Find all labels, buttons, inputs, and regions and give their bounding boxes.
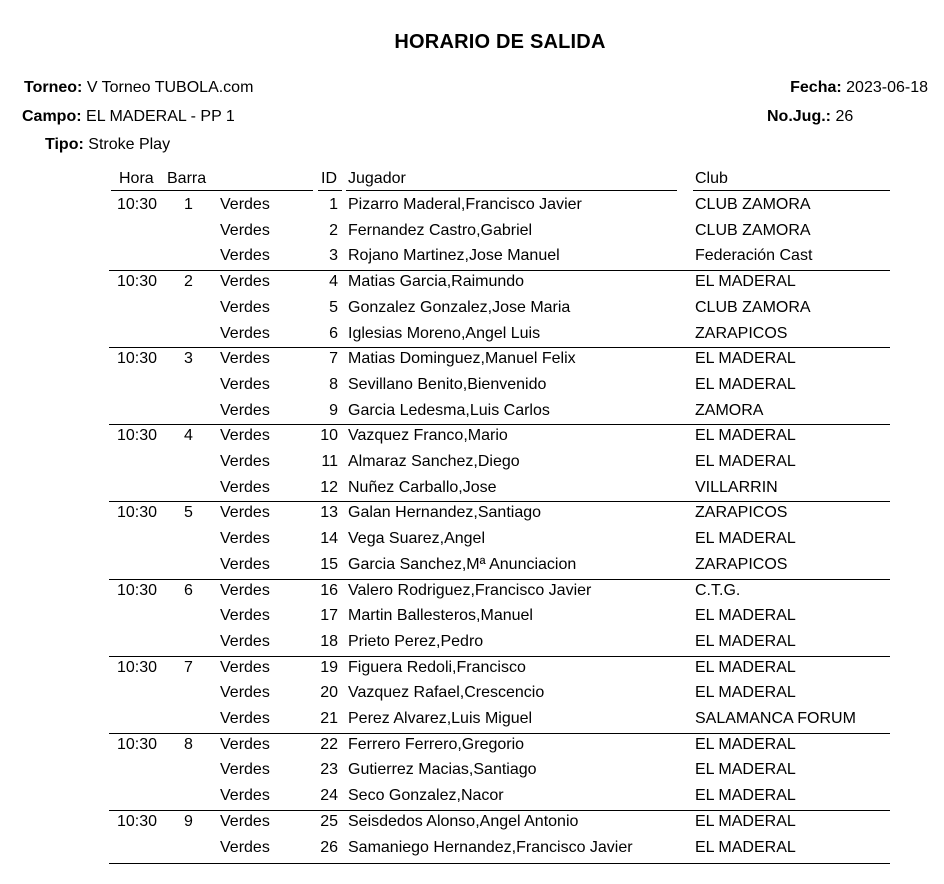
hora-cell: 10:30: [117, 736, 158, 753]
player-name-cell: Matias Dominguez,Manuel Felix: [348, 350, 576, 367]
id-cell: 15: [320, 556, 338, 573]
id-cell: 25: [320, 813, 338, 830]
tee-cell: Verdes: [220, 350, 270, 367]
id-cell: 2: [329, 222, 338, 239]
player-name-cell: Martin Ballesteros,Manuel: [348, 607, 533, 624]
tipo-label: Tipo:: [45, 136, 84, 153]
torneo-label: Torneo:: [24, 79, 83, 96]
nojug-label: No.Jug.:: [767, 108, 831, 125]
club-cell: EL MADERAL: [695, 453, 796, 470]
player-name-cell: Garcia Sanchez,Mª Anunciacion: [348, 556, 577, 573]
club-cell: Federación Cast: [695, 247, 813, 264]
player-name-cell: Gonzalez Gonzalez,Jose Maria: [348, 299, 571, 316]
header-underline-hora: [111, 190, 313, 191]
table-bottom-line: [109, 863, 890, 864]
player-name-cell: Matias Garcia,Raimundo: [348, 273, 525, 290]
id-cell: 19: [320, 659, 338, 676]
club-cell: EL MADERAL: [695, 376, 796, 393]
tee-cell: Verdes: [220, 633, 270, 650]
tee-cell: Verdes: [220, 504, 270, 521]
player-name-cell: Pizarro Maderal,Francisco Javier: [348, 196, 582, 213]
campo-row: [22, 108, 235, 126]
hora-cell: 10:30: [117, 504, 158, 521]
tee-cell: Verdes: [220, 427, 270, 444]
id-cell: 7: [329, 350, 338, 367]
column-header-hora: Hora: [119, 170, 154, 187]
hora-cell: 10:30: [117, 813, 158, 830]
tipo-value: Stroke Play: [88, 136, 171, 153]
column-header-barra: Barra: [167, 170, 207, 187]
tee-cell: Verdes: [220, 530, 270, 547]
fecha-row: [790, 79, 928, 97]
id-cell: 21: [320, 710, 338, 727]
barra-cell: 7: [184, 659, 193, 676]
id-cell: 4: [329, 273, 338, 290]
column-header-jugador: Jugador: [348, 170, 406, 187]
nojug-value: 26: [835, 108, 854, 125]
barra-cell: 8: [184, 736, 193, 753]
player-name-cell: Vega Suarez,Angel: [348, 530, 485, 547]
tee-cell: Verdes: [220, 479, 270, 496]
id-cell: 26: [320, 839, 338, 856]
player-name-cell: Garcia Ledesma,Luis Carlos: [348, 402, 550, 419]
player-name-cell: Valero Rodriguez,Francisco Javier: [348, 582, 592, 599]
id-cell: 6: [329, 325, 338, 342]
player-name-cell: Fernandez Castro,Gabriel: [348, 222, 533, 239]
player-name-cell: Vazquez Rafael,Crescencio: [348, 684, 545, 701]
id-cell: 10: [320, 427, 338, 444]
player-name-cell: Iglesias Moreno,Angel Luis: [348, 325, 541, 342]
barra-cell: 3: [184, 350, 193, 367]
player-name-cell: Seco Gonzalez,Nacor: [348, 787, 504, 804]
barra-cell: 9: [184, 813, 193, 830]
hora-cell: 10:30: [117, 196, 158, 213]
club-cell: ZARAPICOS: [695, 325, 788, 342]
club-cell: EL MADERAL: [695, 273, 796, 290]
tee-cell: Verdes: [220, 761, 270, 778]
hora-cell: 10:30: [117, 273, 158, 290]
id-cell: 5: [329, 299, 338, 316]
club-cell: EL MADERAL: [695, 427, 796, 444]
club-cell: ZAMORA: [695, 402, 764, 419]
column-header-id: ID: [321, 170, 337, 187]
id-cell: 14: [320, 530, 338, 547]
player-name-cell: Gutierrez Macias,Santiago: [348, 761, 537, 778]
barra-cell: 1: [184, 196, 193, 213]
header-underline-id: [318, 190, 342, 191]
tee-cell: Verdes: [220, 299, 270, 316]
tee-cell: Verdes: [220, 196, 270, 213]
player-name-cell: Almaraz Sanchez,Diego: [348, 453, 520, 470]
club-cell: EL MADERAL: [695, 633, 796, 650]
page-title: HORARIO DE SALIDA: [394, 31, 606, 53]
club-cell: EL MADERAL: [695, 659, 796, 676]
club-cell: ZARAPICOS: [695, 556, 788, 573]
column-header-club: Club: [695, 170, 728, 187]
id-cell: 20: [320, 684, 338, 701]
id-cell: 18: [320, 633, 338, 650]
club-cell: CLUB ZAMORA: [695, 299, 811, 316]
tee-cell: Verdes: [220, 787, 270, 804]
club-cell: EL MADERAL: [695, 736, 796, 753]
id-cell: 24: [320, 787, 338, 804]
nojug-row: [767, 108, 853, 126]
player-name-cell: Sevillano Benito,Bienvenido: [348, 376, 547, 393]
id-cell: 11: [321, 453, 338, 470]
barra-cell: 4: [184, 427, 193, 444]
tee-cell: Verdes: [220, 556, 270, 573]
tee-cell: Verdes: [220, 376, 270, 393]
club-cell: EL MADERAL: [695, 761, 796, 778]
club-cell: CLUB ZAMORA: [695, 222, 811, 239]
fecha-label: Fecha:: [790, 79, 842, 96]
player-name-cell: Rojano Martinez,Jose Manuel: [348, 247, 560, 264]
hora-cell: 10:30: [117, 659, 158, 676]
club-cell: EL MADERAL: [695, 684, 796, 701]
tee-cell: Verdes: [220, 247, 270, 264]
tee-cell: Verdes: [220, 402, 270, 419]
tee-cell: Verdes: [220, 325, 270, 342]
hora-cell: 10:30: [117, 350, 158, 367]
tee-cell: Verdes: [220, 659, 270, 676]
barra-cell: 6: [184, 582, 193, 599]
id-cell: 1: [329, 196, 338, 213]
id-cell: 9: [329, 402, 338, 419]
club-cell: C.T.G.: [695, 582, 741, 599]
player-name-cell: Figuera Redoli,Francisco: [348, 659, 526, 676]
tee-cell: Verdes: [220, 222, 270, 239]
tee-cell: Verdes: [220, 839, 270, 856]
torneo-row: [24, 79, 253, 97]
tee-cell: Verdes: [220, 607, 270, 624]
id-cell: 3: [329, 247, 338, 264]
hora-cell: 10:30: [117, 427, 158, 444]
club-cell: EL MADERAL: [695, 787, 796, 804]
id-cell: 8: [329, 376, 338, 393]
club-cell: EL MADERAL: [695, 607, 796, 624]
id-cell: 13: [320, 504, 338, 521]
club-cell: EL MADERAL: [695, 839, 796, 856]
tee-cell: Verdes: [220, 453, 270, 470]
club-cell: ZARAPICOS: [695, 504, 788, 521]
header-underline-club: [693, 190, 890, 191]
header-underline-jugador: [346, 190, 677, 191]
player-name-cell: Perez Alvarez,Luis Miguel: [348, 710, 533, 727]
club-cell: EL MADERAL: [695, 530, 796, 547]
tee-cell: Verdes: [220, 684, 270, 701]
club-cell: VILLARRIN: [695, 479, 778, 496]
tee-cell: Verdes: [220, 710, 270, 727]
id-cell: 16: [320, 582, 338, 599]
hora-cell: 10:30: [117, 582, 158, 599]
tipo-row: [45, 136, 170, 154]
club-cell: SALAMANCA FORUM: [695, 710, 856, 727]
player-name-cell: Prieto Perez,Pedro: [348, 633, 484, 650]
id-cell: 22: [320, 736, 338, 753]
campo-value: EL MADERAL - PP 1: [86, 108, 235, 125]
player-name-cell: Ferrero Ferrero,Gregorio: [348, 736, 525, 753]
barra-cell: 2: [184, 273, 193, 290]
player-name-cell: Samaniego Hernandez,Francisco Javier: [348, 839, 633, 856]
club-cell: EL MADERAL: [695, 813, 796, 830]
torneo-value: V Torneo TUBOLA.com: [86, 79, 254, 96]
id-cell: 12: [320, 479, 338, 496]
id-cell: 23: [320, 761, 338, 778]
player-name-cell: Galan Hernandez,Santiago: [348, 504, 542, 521]
fecha-value: 2023-06-18: [846, 79, 928, 96]
barra-cell: 5: [184, 504, 193, 521]
campo-label: Campo:: [22, 108, 82, 125]
club-cell: CLUB ZAMORA: [695, 196, 811, 213]
tee-cell: Verdes: [220, 582, 270, 599]
id-cell: 17: [320, 607, 338, 624]
player-name-cell: Nuñez Carballo,Jose: [348, 479, 497, 496]
club-cell: EL MADERAL: [695, 350, 796, 367]
tee-cell: Verdes: [220, 273, 270, 290]
player-name-cell: Seisdedos Alonso,Angel Antonio: [348, 813, 579, 830]
tee-cell: Verdes: [220, 813, 270, 830]
player-name-cell: Vazquez Franco,Mario: [348, 427, 508, 444]
tee-cell: Verdes: [220, 736, 270, 753]
